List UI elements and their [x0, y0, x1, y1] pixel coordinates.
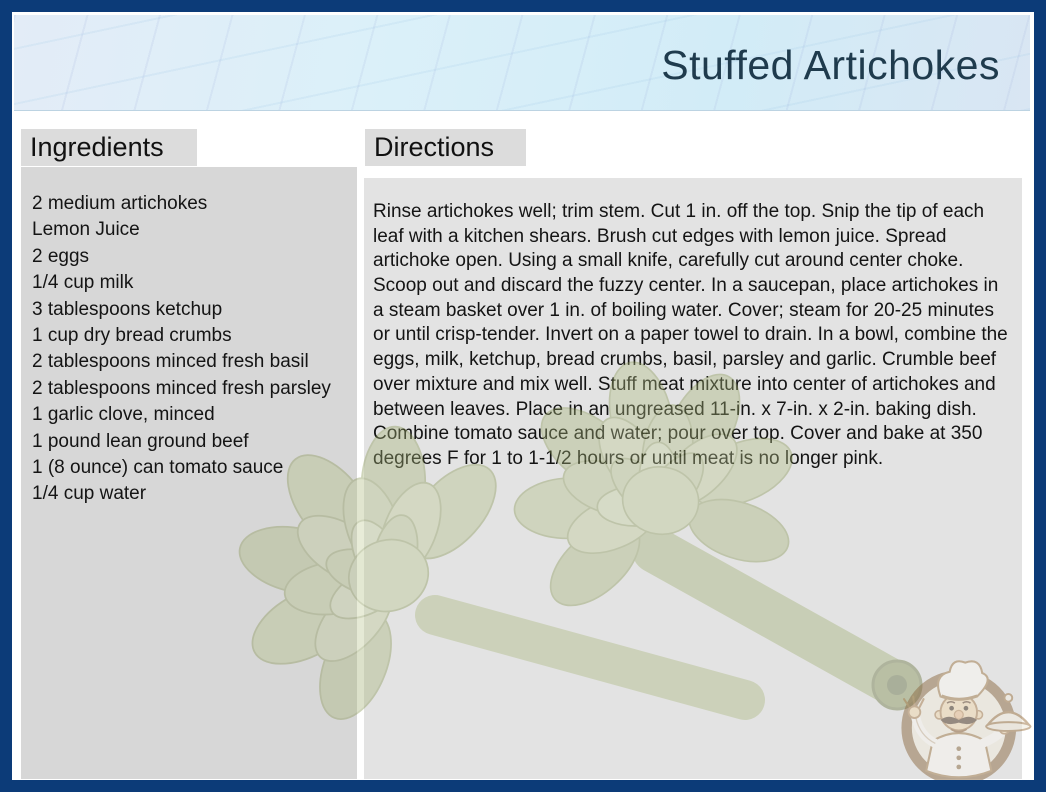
directions-text: Rinse artichokes well; trim stem. Cut 1 in. off the top. Snip the tip of each leaf with a kitchen shears. Brush cut edges with lemon juice. Spread artichoke open. Using a small knife, carefully cut around center choke. Scoop out and discard the fuzzy center. In a saucepan, place artichokes in a steam basket over 1 in. of boiling water. Cover; steam for 20-25 minutes or until crisp-tender. Invert on a paper towel to drain. In a bowl, combine the eggs, milk, ketchup, bread crumbs, basil, parsley and garlic. Crumble beef over mixture and mix well. Stuff meat mixture into center of artichokes and between leaves. Place in an ungreased 11-in. x 7-in. x 2-in. baking dish. Combine tomato sauce and water; pour over top. Cover and bake at 350 degrees F for 1 to 1-1/2 hours or until meat is no longer pink.	[373, 201, 1008, 469]
ingredient-item: 1/4 cup water	[32, 483, 147, 505]
ingredient-item: Lemon Juice	[32, 219, 140, 241]
ingredient-item: 2 tablespoons minced fresh basil	[32, 351, 309, 373]
ingredient-item: 2 medium artichokes	[32, 193, 208, 214]
ingredient-item: 2 eggs	[32, 245, 90, 267]
ingredients-list	[21, 167, 357, 508]
page-title: Stuffed Artichokes	[661, 42, 1000, 88]
ingredients-heading	[21, 129, 197, 166]
header-band	[14, 15, 1030, 111]
ingredient-item: 2 tablespoons minced fresh parsley	[32, 377, 331, 399]
ingredient-item: 3 tablespoons ketchup	[32, 298, 223, 320]
ingredients-heading-label: Ingredients	[30, 132, 164, 162]
directions-panel	[364, 178, 1022, 779]
ingredient-item: 1 pound lean ground beef	[32, 430, 249, 452]
ingredients-panel	[21, 167, 357, 779]
ingredient-item: 1 garlic clove, minced	[32, 404, 215, 426]
directions-heading-label: Directions	[374, 132, 495, 162]
ingredient-item: 1 (8 ounce) can tomato sauce	[32, 457, 284, 479]
directions-heading	[365, 129, 526, 166]
ingredient-item: 1/4 cup milk	[32, 272, 134, 294]
ingredient-item: 1 cup dry bread crumbs	[32, 325, 232, 347]
